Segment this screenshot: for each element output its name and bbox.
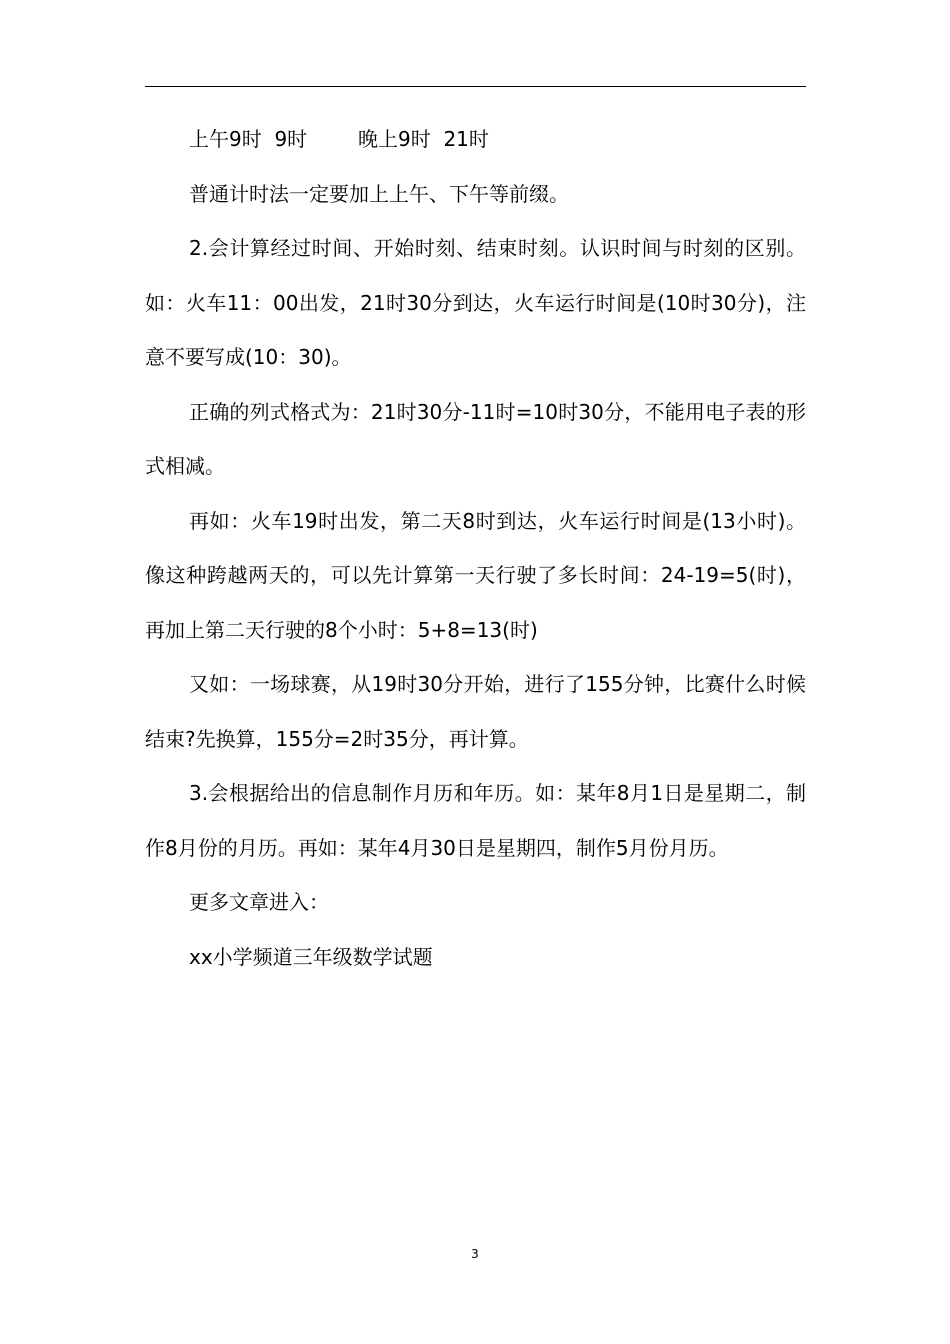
header-rule	[145, 86, 806, 87]
more-articles-label: 更多文章进入：	[189, 890, 329, 914]
correct-format-note: 正确的列式格式为：21时30分-11时=10时30分，不能用电子表的形式相减。	[145, 399, 806, 478]
prefix-note: 普通计时法一定要加上上午、下午等前缀。	[189, 181, 569, 206]
ballgame-example: 又如：一场球赛，从19时30分开始，进行了155分钟，比赛什么时候结束?先换算，155分=2时35分，再计算。	[145, 672, 806, 751]
page-number: 3	[471, 1247, 479, 1261]
document-body	[145, 112, 806, 984]
elapsed-time-rule: 2.会计算经过时间、开始时刻、结束时刻。认识时间与时刻的区别。如：火车11：00出发，21时30分到达，火车运行时间是(10时30分)，注意不要写成(10：30)。	[145, 236, 806, 369]
two-day-example: 再如：火车19时出发，第二天8时到达，火车运行时间是(13小时)。像这种跨越两天的，可以先计算第一天行驶了多长时间：24-19=5(时)，再加上第二天行驶的8个小时：5+8=13(时)	[145, 508, 806, 642]
calendar-rule: 3.会根据给出的信息制作月历和年历。如：某年8月1日是星期二，制作8月份的月历。再如：某年4月30日是星期四，制作5月份月历。	[145, 781, 806, 860]
time-examples-line: 上午9时 9时 晚上9时 21时	[189, 127, 489, 151]
channel-link-text: xx小学频道三年级数学试题	[189, 944, 433, 969]
